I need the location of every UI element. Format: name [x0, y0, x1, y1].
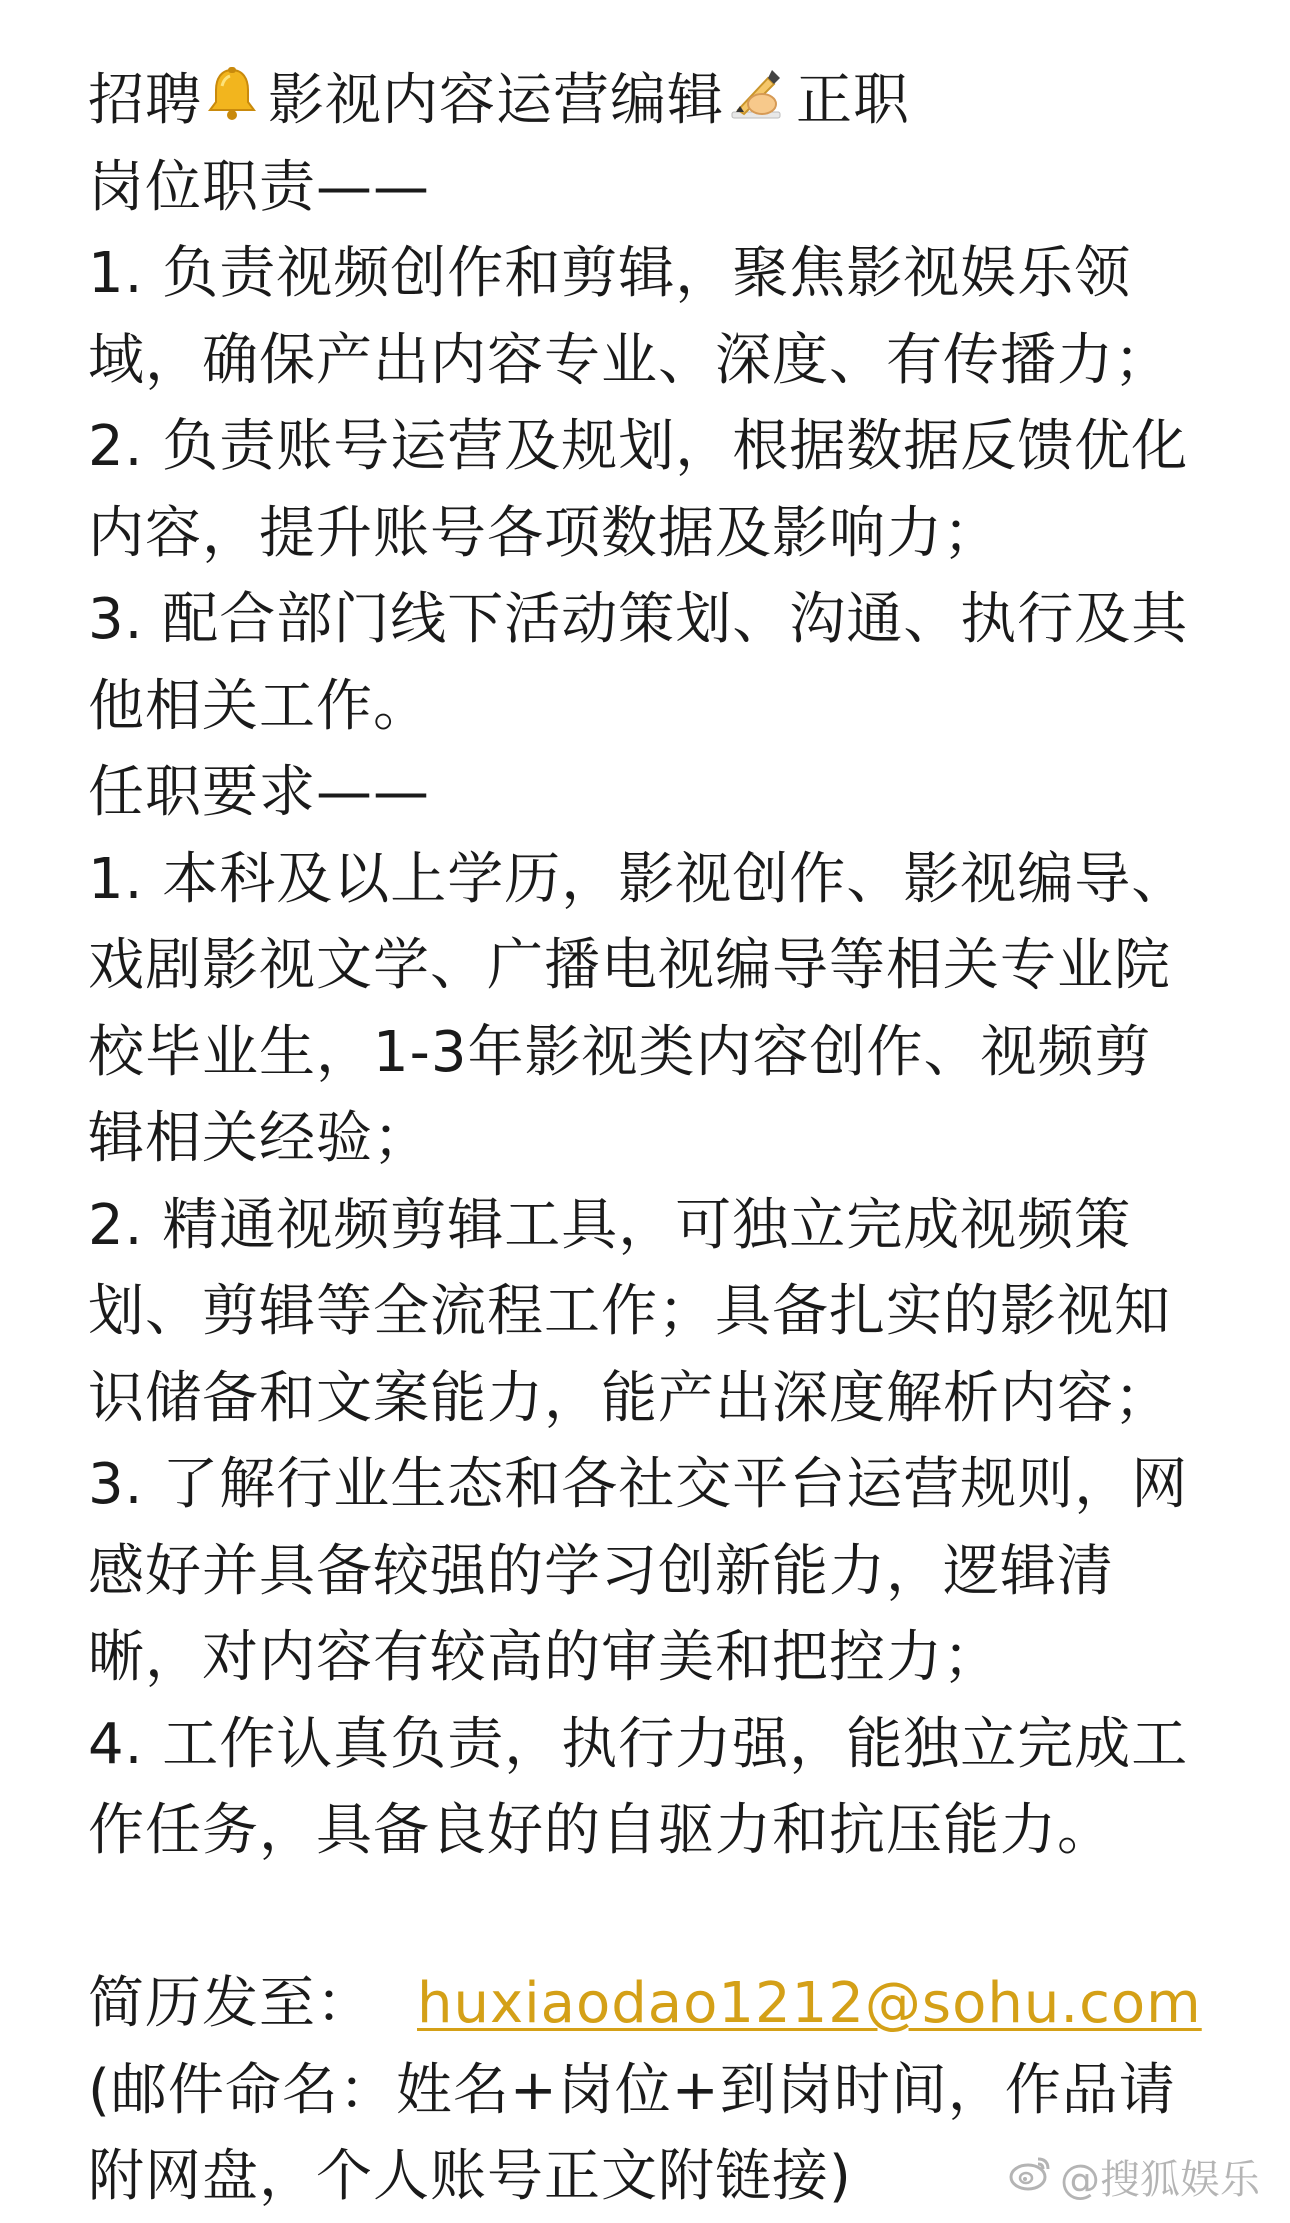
- bell-icon: [206, 61, 258, 145]
- requirement-line: 校毕业生，1-3年影视类内容创作、视频剪: [88, 1019, 1152, 1085]
- email-link[interactable]: huxiaodao1212@sohu.com: [417, 1971, 1202, 2036]
- duty-line: 1. 负责视频创作和剪辑，聚焦影视娱乐领: [88, 241, 1132, 306]
- contact-line: [88, 1961, 1218, 2048]
- requirement-line: 戏剧影视文学、广播电视编导等相关专业院: [88, 933, 1171, 998]
- title-main: 影视内容运营编辑: [268, 68, 724, 133]
- requirement-line: 3. 了解行业生态和各社交平台运营规则，网: [88, 1452, 1189, 1517]
- requirement-line: 辑相关经验；: [88, 1106, 430, 1171]
- spacer: [88, 1875, 1218, 1962]
- duty-line: 内容，提升账号各项数据及影响力；: [88, 500, 1000, 566]
- duty-line: 2. 负责账号运营及规划，根据数据反馈优化: [88, 414, 1189, 479]
- job-posting: [88, 58, 1218, 2221]
- requirement-line: 识储备和文案能力，能产出深度解析内容；: [88, 1365, 1171, 1431]
- requirement-line: 4. 工作认真负责，执行力强，能独立完成工: [88, 1711, 1189, 1777]
- contact-label: 简历发至：: [88, 1971, 373, 2036]
- duty-line: 他相关工作。: [88, 673, 430, 739]
- requirements-heading: 任职要求——: [88, 760, 430, 825]
- requirement-line: 晰，对内容有较高的审美和把控力；: [88, 1625, 1000, 1690]
- requirement-line: 作任务，具备良好的自驱力和抗压能力。: [88, 1798, 1114, 1863]
- duty-line: 3. 配合部门线下活动策划、沟通、执行及其: [88, 587, 1189, 652]
- title-prefix: 招聘: [88, 68, 202, 133]
- duty-line: 域，确保产出内容专业、深度、有传播力；: [88, 327, 1171, 393]
- duties-heading: 岗位职责——: [88, 154, 430, 220]
- title-suffix: 正职: [796, 68, 910, 133]
- watermark: [1008, 2148, 1260, 2205]
- weibo-logo-icon: [1008, 2153, 1052, 2201]
- requirement-line: 划、剪辑等全流程工作；具备扎实的影视知: [88, 1279, 1171, 1344]
- writing-hand-icon: [728, 61, 786, 145]
- posting-title: [88, 58, 1218, 145]
- requirement-line: 2. 精通视频剪辑工具，可独立完成视频策: [88, 1192, 1132, 1258]
- requirement-line: 感好并具备较强的学习创新能力，逻辑清: [88, 1538, 1114, 1604]
- contact-note-line: 附网盘，个人账号正文附链接): [88, 2144, 852, 2209]
- contact-note-line: (邮件命名：姓名+岗位+到岗时间，作品请: [88, 2057, 1176, 2123]
- requirement-line: 1. 本科及以上学历，影视创作、影视编导、: [88, 846, 1189, 912]
- watermark-text: @搜狐娱乐: [1060, 2157, 1260, 2203]
